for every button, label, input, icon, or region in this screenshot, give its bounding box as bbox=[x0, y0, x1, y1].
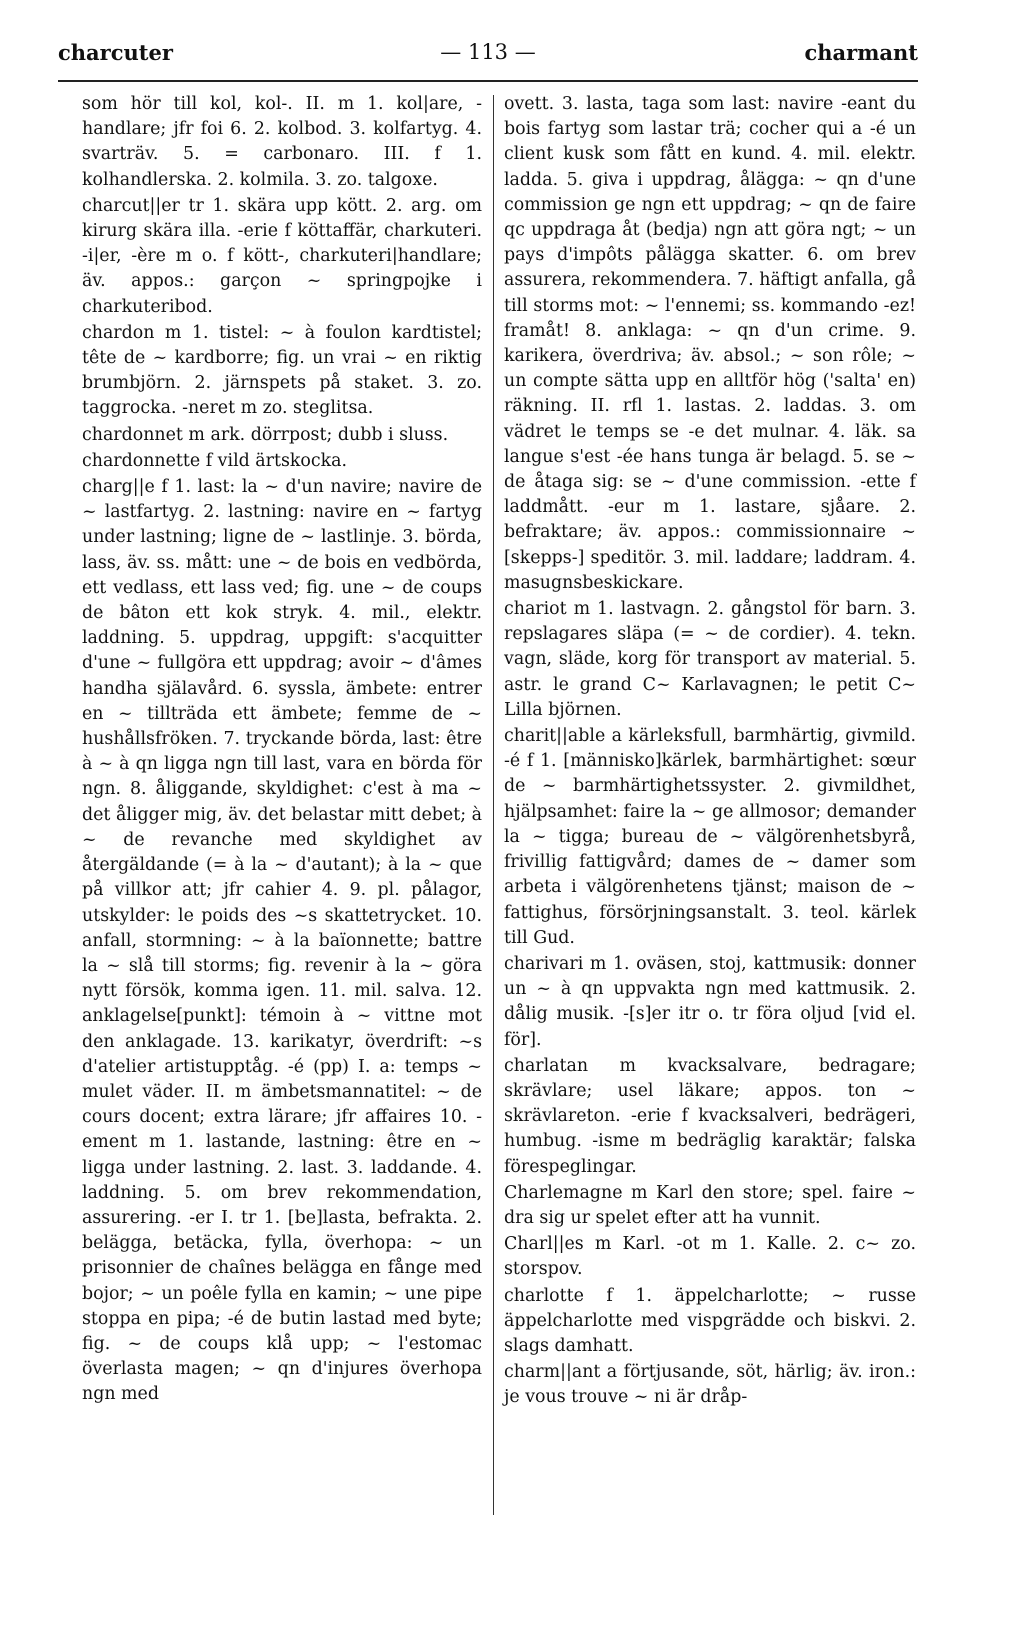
header-rule bbox=[58, 80, 918, 82]
dictionary-entry: charg||e f 1. last: la ~ d'un navire; navire de ~ lastfartyg. 2. lastning: navire en ~ fartyg under lastning; ligne de ~ lastlinje. 3. börda, lass, äv. ss. mått: une ~ de bois en vedbörda, ett vedlass, ett lass ved; fig. une ~ de coups de bâton ett kok stryk. 4. mil., elektr. laddning. 5. uppdrag, uppgift: s'acquitter d'une ~ fullgöra ett uppdrag; avoir ~ d'âmes handha själavård. 6. syssla, ämbete: entrer en ~ tillträda ett ämbete; femme de ~ hushållsfröken. 7. tryckande börda, last: être à ~ à qn ligga ngn till last, vara en börda för ngn. 8. åliggande, skyldighet: c'est à ma ~ det åligger mig, äv. det belastar mitt debet; à ~ de revanche med skyldighet av återgäldande (= à la ~ d'autant); à la ~ que på villkor att; jfr cahier 4. 9. pl. pålagor, utskylder: le poids des ~s skattetrycket. 10. anfall, stormning: ~ à la baïonnette; battre la ~ slå till storms; fig. revenir à la ~ göra nytt försök, komma igen. 11. mil. salva. 12. anklagelse[punkt]: témoin à ~ vittne mot den anklagade. 13. karikatyr, överdrift: ~s d'atelier artistupptåg. -é (pp) I. a: temps ~ mulet väder. II. m ämbetsmannatitel: ~ de cours docent; extra lärare; jfr affaires 10. -ement m 1. lastande, lastning: être en ~ ligga under lastning. 2. last. 3. laddande. 4. laddning. 5. om brev rekommendation, assurering. -er I. tr 1. [be]lasta, befrakta. 2. belägga, betäcka, fylla, överhopa: ~ un prisonnier de chaînes belägga en fånge med bojor; ~ un poêle fylla en kamin; ~ une pipe stoppa en pipa; -é de butin lastad med byte; fig. ~ de coups klå upp; ~ l'estomac överlasta magen; ~ qn d'injures överhopa ngn med bbox=[82, 477, 482, 1405]
dictionary-entry: chardonnet m ark. dörrpost; dubb i sluss. bbox=[82, 424, 449, 445]
dictionary-entry: ovett. 3. lasta, taga som last: navire -eant du bois fartyg som lastar trä; cocher qui a -é un client kusk som fått en kund. 4. mil. elektr. ladda. 5. giva i uppdrag, ålägga: ~ qn d'une commission ge ngn ett uppdrag; ~ qn de faire qc uppdraga åt (bedja) ngn att göra ngt; ~ un pays d'impôts pålägga skatter. 6. om brev assurera, rekommendera. 7. häftigt anfalla, gå till storms mot: ~ l'ennemi; ss. kommando -ez! framåt! 8. anklaga: ~ qn d'un crime. 9. karikera, överdriva; äv. absol.; ~ son rôle; ~ un compte sätta upp en alltför hög ('salta' en) räkning. II. rfl 1. lastas. 2. laddas. 3. om vädret le temps se -e det mulnar. 4. läk. sa langue s'est -ée hans tunga är belagd. 5. se ~ de åtaga sig: se ~ d'une commission. -ette f laddmått. -eur m 1. lastare, sjåare. 2. befraktare; äv. appos.: commissionnaire ~[skepps-] speditör. 3. mil. laddare; laddram. 4. masugnsbeskickare. bbox=[504, 94, 916, 593]
right-column bbox=[504, 92, 916, 1411]
header-right-word: charmant bbox=[804, 40, 918, 65]
dictionary-entry: Charlemagne m Karl den store; spel. faire ~ dra sig ur spelet efter att ha vunnit. bbox=[504, 1182, 916, 1228]
dictionary-entry: chariot m 1. lastvagn. 2. gångstol för barn. 3. repslagares släpa (= ~ de cordier). 4. tekn. vagn, släde, korg för transport av material. 5. astr. le grand C~ Karlavagnen; le petit C~ Lilla björnen. bbox=[504, 599, 916, 720]
dictionary-entry: charit||able a kärleksfull, barmhärtig, givmild. -é f 1. [människo]kärlek, barmhärtighet: sœur de ~ barmhärtighetssyster. 2. givmildhet, hjälpsamhet: faire la ~ ge allmosor; demander la ~ tigga; bureau de ~ välgörenhetsbyrå, frivillig fattigvård; dames de ~ damer som arbeta i välgörenhetens tjänst; maison de ~ fattighus, försörjningsanstalt. 3. teol. kärlek till Gud. bbox=[504, 726, 916, 948]
dictionary-entry: charlatan m kvacksalvare, bedragare; skrävlare; usel läkare; appos. ton ~ skrävlareton. -erie f kvacksalveri, bedrägeri, humbug. -isme m bedräglig karaktär; falska förespeglingar. bbox=[504, 1055, 916, 1177]
column-divider bbox=[493, 95, 494, 1515]
dictionary-entry: som hör till kol, kol-. II. m 1. kol|are, -handlare; jfr foi 6. 2. kolbod. 3. kolfartyg. 4. svarträv. 5. = carbonaro. III. f 1. kolhandlerska. 2. kolmila. 3. zo. talgoxe. bbox=[82, 94, 482, 190]
dictionary-entry: charivari m 1. oväsen, stoj, kattmusik: donner un ~ à qn uppvakta ngn med kattmusik. 2. dålig musik. -[s]er itr o. tr föra oljud [vid el. för]. bbox=[504, 953, 916, 1050]
dictionary-entry: chardonnette f vild ärtskocka. bbox=[82, 450, 348, 471]
dictionary-entry: charlotte f 1. äppelcharlotte; ~ russe äppelcharlotte med vispgrädde och biskvi. 2. slags damhatt. bbox=[504, 1285, 916, 1356]
page-header bbox=[58, 40, 918, 80]
dictionary-entry: chardon m 1. tistel: ~ à foulon kardtistel; tête de ~ kardborre; fig. un vrai ~ en riktig brumbjörn. 2. järnspets på staket. 3. zo. taggrocka. -neret m zo. steglitsa. bbox=[82, 322, 482, 419]
header-left-word: charcuter bbox=[58, 40, 173, 65]
dictionary-entry: charcut||er tr 1. skära upp kött. 2. arg. om kirurg skära illa. -erie f köttaffär, charkuteri. -i|er, -ère m o. f kött-, charkuteri|handlare; äv. appos.: garçon ~ springpojke i charkuteribod. bbox=[82, 195, 482, 317]
left-column bbox=[82, 92, 482, 1408]
page-number: — 113 — bbox=[440, 40, 536, 64]
dictionary-entry: charm||ant a förtjusande, söt, härlig; äv. iron.: je vous trouve ~ ni är dråp- bbox=[504, 1362, 916, 1408]
dictionary-entry: Charl||es m Karl. -ot m 1. Kalle. 2. c~ zo. storspov. bbox=[504, 1234, 916, 1280]
